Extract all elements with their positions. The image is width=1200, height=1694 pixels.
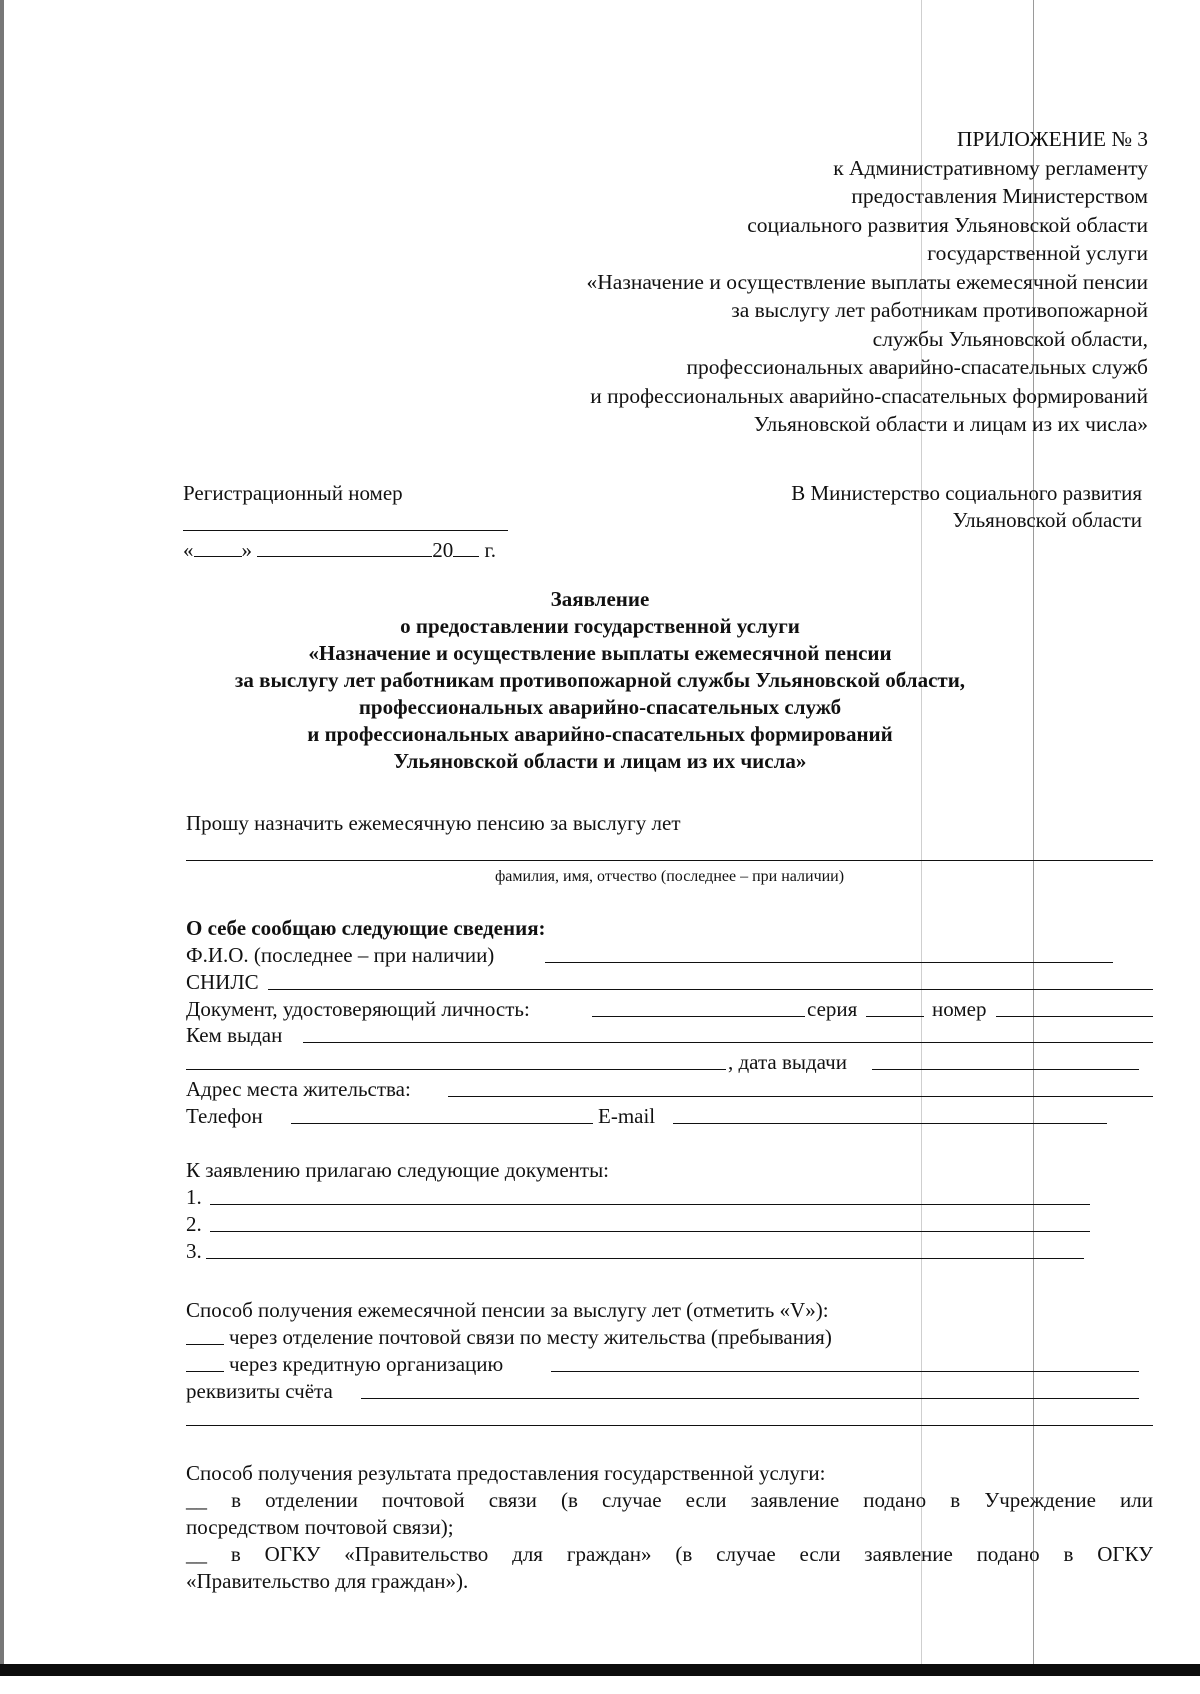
account-field-continued[interactable]	[186, 1425, 1153, 1426]
issued-by-field-continued[interactable]	[186, 1069, 726, 1070]
scan-bottom-edge	[0, 1664, 1200, 1676]
result-option-mfc-line1: __ в ОГКУ «Правительство для граждан» (в случае если заявление подано в ОГКУ	[186, 1542, 1153, 1566]
about-heading: О себе сообщаю следующие сведения:	[186, 916, 546, 940]
date-year-prefix: 20	[432, 538, 454, 562]
attachment-number: 2.	[186, 1212, 202, 1236]
attachments-heading: К заявлению прилагаю следующие документы:	[186, 1158, 610, 1182]
request-fullname-field[interactable]	[186, 860, 1153, 861]
date-day-field[interactable]	[194, 536, 242, 557]
date-year-field[interactable]	[453, 536, 479, 557]
request-hint: фамилия, имя, отчество (последнее – при наличии)	[494, 868, 845, 885]
attachment-field-3[interactable]	[206, 1258, 1084, 1259]
attachment-number: 3.	[186, 1239, 202, 1263]
address-label: Адрес места жительства:	[186, 1077, 411, 1101]
document-type-field[interactable]	[592, 1016, 805, 1017]
series-label: серия	[807, 997, 858, 1021]
application-title	[150, 586, 1050, 775]
issued-by-label: Кем выдан	[186, 1023, 283, 1047]
registration-label: Регистрационный номер	[183, 481, 403, 505]
fio-field[interactable]	[545, 962, 1113, 963]
appendix-line: службы Ульяновской области,	[872, 326, 1148, 351]
result-option-mfc[interactable]	[186, 1541, 1153, 1595]
recipient-line-1: В Министерство социального развития	[791, 481, 1142, 505]
phone-field[interactable]	[291, 1123, 593, 1124]
email-label: E-mail	[598, 1104, 656, 1128]
title-line: «Назначение и осуществление выплаты ежемесячной пенсии	[308, 641, 892, 665]
appendix-line: к Административному регламенту	[833, 155, 1148, 180]
attachment-field-1[interactable]	[210, 1204, 1090, 1205]
result-option-post[interactable]	[186, 1487, 1153, 1541]
date-open-quote: «	[183, 538, 194, 562]
title-line: за выслугу лет работникам противопожарной службы Ульяновской области,	[234, 668, 966, 692]
date-close-quote: »	[241, 538, 252, 562]
bank-checkbox[interactable]	[186, 1371, 224, 1372]
registration-date	[183, 536, 496, 563]
title-line: и профессиональных аварийно-спасательных формирований	[307, 722, 893, 746]
appendix-line: и профессиональных аварийно-спасательных формирований	[590, 383, 1148, 408]
registration-number-field[interactable]	[183, 530, 508, 531]
phone-label: Телефон	[186, 1104, 263, 1128]
number-label: номер	[932, 997, 987, 1021]
title-line: Заявление	[550, 587, 650, 611]
title-line: о предоставлении государственной услуги	[400, 614, 800, 638]
appendix-line: «Назначение и осуществление выплаты ежемесячной пенсии	[586, 269, 1148, 294]
result-option-post-line1: __ в отделении почтовой связи (в случае если заявление подано в Учреждение или	[186, 1488, 1153, 1512]
title-line: профессиональных аварийно-спасательных служб	[358, 695, 842, 719]
document-series-field[interactable]	[866, 1016, 924, 1017]
appendix-line: предоставления Министерством	[851, 184, 1148, 208]
attachment-number: 1.	[186, 1185, 202, 1209]
bank-name-field[interactable]	[551, 1371, 1139, 1372]
result-option-mfc-line2: «Правительство для граждан»).	[186, 1569, 469, 1593]
result-option-post-line2: посредством почтовой связи);	[186, 1515, 454, 1539]
appendix-line: государственной услуги	[927, 241, 1148, 265]
appendix-line: за выслугу лет работникам противопожарной	[731, 298, 1148, 322]
pension-method-heading: Способ получения ежемесячной пенсии за выслугу лет (отметить «V»):	[186, 1298, 829, 1322]
title-line: Ульяновской области и лицам из их числа»	[393, 749, 807, 773]
scan-left-edge	[0, 0, 4, 1676]
issue-date-label: , дата выдачи	[728, 1050, 847, 1074]
bank-option-label: через кредитную организацию	[229, 1352, 504, 1376]
snils-field[interactable]	[268, 989, 1153, 990]
fio-label: Ф.И.О. (последнее – при наличии)	[186, 943, 495, 967]
appendix-line: профессиональных аварийно-спасательных служб	[686, 355, 1148, 379]
appendix-line: Ульяновской области и лицам из их числа»	[753, 412, 1148, 436]
address-field[interactable]	[448, 1096, 1153, 1097]
result-method-heading: Способ получения результата предоставления государственной услуги:	[186, 1461, 826, 1485]
account-label: реквизиты счёта	[186, 1379, 333, 1403]
appendix-header	[448, 125, 1148, 439]
appendix-line: социального развития Ульяновской области	[747, 212, 1148, 237]
issued-by-field[interactable]	[303, 1042, 1153, 1043]
account-field[interactable]	[361, 1398, 1139, 1399]
date-year-suffix: г.	[484, 538, 496, 562]
snils-label: СНИЛС	[186, 970, 259, 994]
document-label: Документ, удостоверяющий личность:	[186, 997, 530, 1021]
attachment-field-2[interactable]	[210, 1231, 1090, 1232]
post-option-label: через отделение почтовой связи по месту жительства (пребывания)	[229, 1325, 832, 1349]
recipient-line-2: Ульяновской области	[952, 508, 1142, 532]
date-month-field[interactable]	[257, 536, 432, 557]
appendix-title: ПРИЛОЖЕНИЕ № 3	[956, 127, 1148, 151]
document-number-field[interactable]	[996, 1016, 1153, 1017]
post-checkbox[interactable]	[186, 1344, 224, 1345]
issue-date-field[interactable]	[872, 1069, 1139, 1070]
request-text: Прошу назначить ежемесячную пенсию за выслугу лет	[186, 811, 681, 835]
email-field[interactable]	[673, 1123, 1107, 1124]
